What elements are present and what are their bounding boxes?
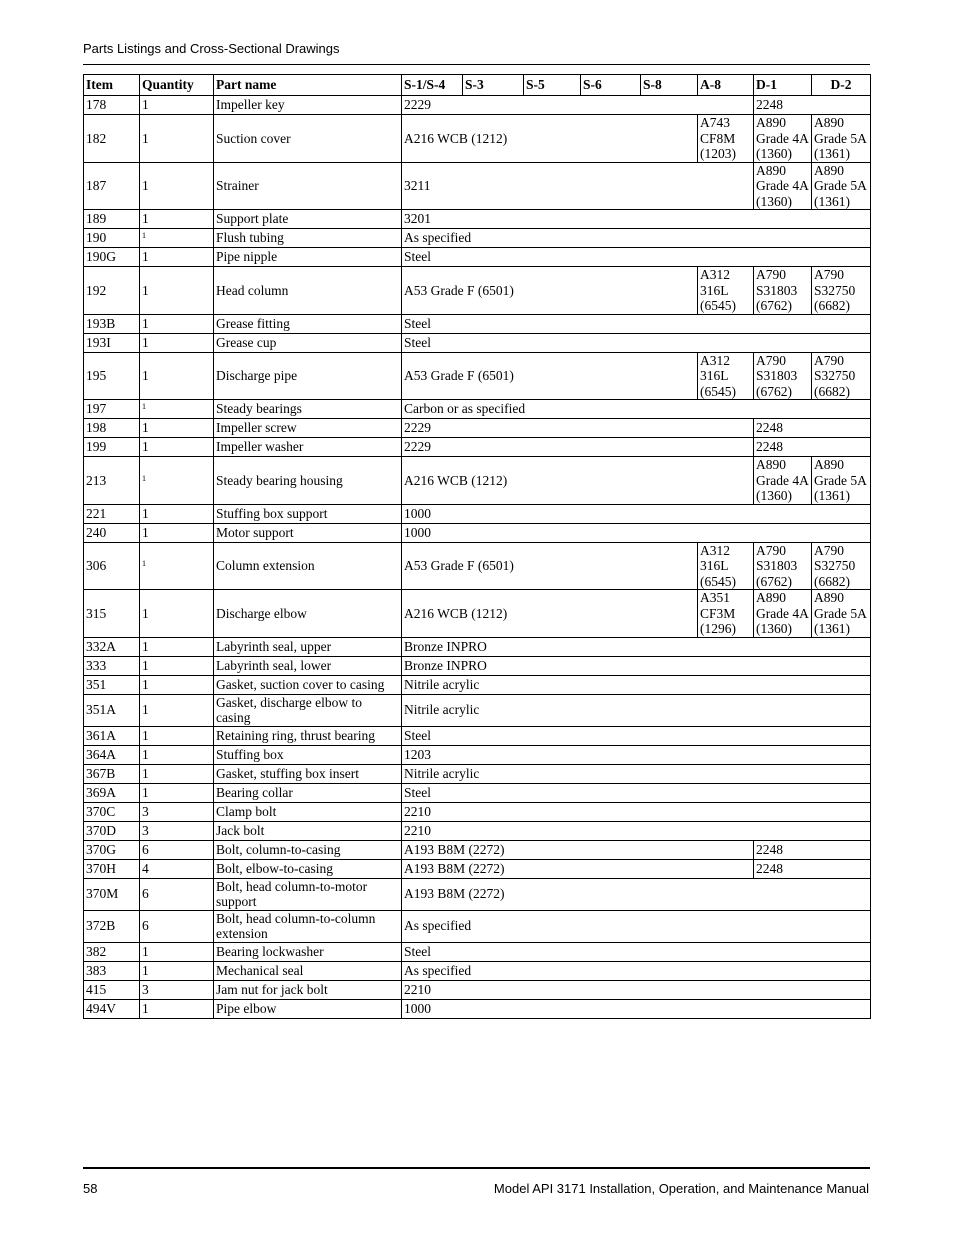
table-row [84,942,871,961]
material-cell: 3211 [402,162,754,210]
material-cell: A193 B8M (2272) [402,859,754,878]
material-d2-cell: A790 S32750 (6682) [812,542,871,590]
column-header: S-1/S-4 [402,75,463,96]
quantity-value: 1 [142,402,146,412]
material-cell: Steel [402,333,871,352]
material-cell: 1000 [402,523,871,542]
table-row [84,656,871,675]
item-number-cell: 333 [84,656,140,675]
item-number-cell: 370C [84,802,140,821]
item-number-cell: 197 [84,400,140,419]
material-cell: A216 WCB (1212) [402,115,698,163]
part-name-cell: Support plate [214,210,402,229]
material-cell: As specified [402,961,871,980]
table-row [84,910,871,942]
item-number-cell: 192 [84,267,140,315]
material-cell: Steel [402,942,871,961]
table-row [84,637,871,656]
part-name-cell: Discharge elbow [214,590,402,638]
material-cell: 2210 [402,821,871,840]
quantity-value: 1 [142,473,146,483]
material-cell: Bronze INPRO [402,637,871,656]
part-name-cell: Gasket, stuffing box insert [214,764,402,783]
quantity-cell: 1 [140,999,214,1018]
quantity-cell: 1 [140,352,214,400]
material-d2-cell: A790 S32750 (6682) [812,267,871,315]
material-d1-cell: 2248 [754,419,871,438]
table-row [84,419,871,438]
material-cell: Steel [402,726,871,745]
table-row [84,675,871,694]
part-name-cell: Strainer [214,162,402,210]
part-name-cell: Bearing collar [214,783,402,802]
material-d2-cell: A890 Grade 5A (1361) [812,457,871,505]
material-a8-cell: A743 CF8M (1203) [698,115,754,163]
item-number-cell: 494V [84,999,140,1018]
material-d1-cell: A790 S31803 (6762) [754,267,812,315]
table-row [84,961,871,980]
column-header: Part name [214,75,402,96]
item-number-cell: 370G [84,840,140,859]
quantity-cell: 1 [140,248,214,267]
header-rule [83,64,870,65]
quantity-cell: 1 [140,694,214,726]
item-number-cell: 213 [84,457,140,505]
material-d1-cell: A790 S31803 (6762) [754,352,812,400]
material-cell: Nitrile acrylic [402,675,871,694]
part-name-cell: Bolt, head column-to-motor support [214,878,402,910]
material-d1-cell: 2248 [754,840,871,859]
parts-table [83,74,871,1019]
material-cell: As specified [402,229,871,248]
item-number-cell: 190G [84,248,140,267]
quantity-cell: 1 [140,637,214,656]
quantity-cell: 1 [140,590,214,638]
material-d1-cell: A890 Grade 4A (1360) [754,115,812,163]
quantity-value: 1 [142,559,146,568]
part-name-cell: Stuffing box support [214,504,402,523]
column-header: D-1 [754,75,812,96]
material-d2-cell: A890 Grade 5A (1361) [812,115,871,163]
material-d1-cell: A790 S31803 (6762) [754,542,812,590]
quantity-cell: 1 [140,726,214,745]
material-d1-cell: 2248 [754,96,871,115]
quantity-cell: 6 [140,840,214,859]
quantity-cell: 6 [140,910,214,942]
material-d2-cell: A890 Grade 5A (1361) [812,590,871,638]
table-row [84,694,871,726]
material-cell: A53 Grade F (6501) [402,352,698,400]
part-name-cell: Bolt, column-to-casing [214,840,402,859]
table-row [84,438,871,457]
material-d1-cell: 2248 [754,438,871,457]
quantity-cell: 3 [140,980,214,999]
table-row [84,590,871,638]
item-number-cell: 370H [84,859,140,878]
quantity-cell: 1 [140,314,214,333]
material-cell: Nitrile acrylic [402,694,871,726]
table-row [84,229,871,248]
quantity-cell: 1 [140,333,214,352]
table-row [84,783,871,802]
part-name-cell: Head column [214,267,402,315]
quantity-cell: 1 [140,764,214,783]
part-name-cell: Impeller key [214,96,402,115]
part-name-cell: Jam nut for jack bolt [214,980,402,999]
part-name-cell: Discharge pipe [214,352,402,400]
material-a8-cell: A312 316L (6545) [698,352,754,400]
material-cell: 2229 [402,419,754,438]
quantity-cell: 1 [140,504,214,523]
material-cell: 2229 [402,96,754,115]
part-name-cell: Labyrinth seal, upper [214,637,402,656]
item-number-cell: 370M [84,878,140,910]
part-name-cell: Stuffing box [214,745,402,764]
part-name-cell: Retaining ring, thrust bearing [214,726,402,745]
table-row [84,726,871,745]
table-row [84,980,871,999]
item-number-cell: 351 [84,675,140,694]
column-header: D-2 [812,75,871,96]
quantity-cell: 3 [140,802,214,821]
material-d2-cell: A890 Grade 5A (1361) [812,162,871,210]
material-cell: A193 B8M (2272) [402,878,871,910]
column-header: S-8 [641,75,698,96]
quantity-cell: 1 [140,523,214,542]
item-number-cell: 367B [84,764,140,783]
table-row [84,542,871,590]
item-number-cell: 190 [84,229,140,248]
item-number-cell: 189 [84,210,140,229]
footer-rule [83,1167,870,1169]
quantity-cell: 1 [140,656,214,675]
quantity-cell: 1 [140,745,214,764]
material-d1-cell: 2248 [754,859,871,878]
table-header-row [84,75,871,96]
table-row [84,210,871,229]
part-name-cell: Clamp bolt [214,802,402,821]
quantity-cell: 1 [140,96,214,115]
table-row [84,878,871,910]
table-row [84,115,871,163]
item-number-cell: 332A [84,637,140,656]
part-name-cell: Gasket, suction cover to casing [214,675,402,694]
table-row [84,745,871,764]
column-header: S-6 [581,75,641,96]
table-row [84,999,871,1018]
material-cell: Steel [402,783,871,802]
part-name-cell: Mechanical seal [214,961,402,980]
material-cell: A53 Grade F (6501) [402,542,698,590]
material-d2-cell: A790 S32750 (6682) [812,352,871,400]
part-name-cell: Impeller washer [214,438,402,457]
material-cell: Steel [402,314,871,333]
table-row [84,352,871,400]
parts-table-body [84,96,871,1019]
table-row [84,314,871,333]
quantity-cell: 1 [140,961,214,980]
material-d1-cell: A890 Grade 4A (1360) [754,162,812,210]
item-number-cell: 383 [84,961,140,980]
part-name-cell: Gasket, discharge elbow to casing [214,694,402,726]
running-header: Parts Listings and Cross-Sectional Drawings [83,41,340,56]
part-name-cell: Pipe nipple [214,248,402,267]
item-number-cell: 306 [84,542,140,590]
material-cell: A216 WCB (1212) [402,457,754,505]
material-d1-cell: A890 Grade 4A (1360) [754,457,812,505]
quantity-cell: 1 [140,210,214,229]
quantity-cell [140,400,214,419]
part-name-cell: Column extension [214,542,402,590]
table-row [84,764,871,783]
material-cell: Bronze INPRO [402,656,871,675]
item-number-cell: 370D [84,821,140,840]
part-name-cell: Steady bearings [214,400,402,419]
part-name-cell: Labyrinth seal, lower [214,656,402,675]
table-row [84,859,871,878]
table-row [84,457,871,505]
material-cell: 2210 [402,802,871,821]
quantity-cell: 1 [140,419,214,438]
material-a8-cell: A351 CF3M (1296) [698,590,754,638]
item-number-cell: 193I [84,333,140,352]
quantity-cell [140,457,214,505]
manual-title: Model API 3171 Installation, Operation, and Maintenance Manual [493,1181,869,1196]
column-header: Quantity [140,75,214,96]
quantity-cell: 1 [140,115,214,163]
material-cell: Nitrile acrylic [402,764,871,783]
material-a8-cell: A312 316L (6545) [698,542,754,590]
item-number-cell: 195 [84,352,140,400]
page-number: 58 [83,1181,98,1196]
quantity-value: 1 [142,231,146,241]
table-row [84,504,871,523]
part-name-cell: Motor support [214,523,402,542]
table-row [84,821,871,840]
item-number-cell: 199 [84,438,140,457]
material-cell: 1203 [402,745,871,764]
material-cell: A193 B8M (2272) [402,840,754,859]
item-number-cell: 221 [84,504,140,523]
item-number-cell: 178 [84,96,140,115]
table-row [84,267,871,315]
table-row [84,400,871,419]
material-cell: 2210 [402,980,871,999]
part-name-cell: Bolt, head column-to-column extension [214,910,402,942]
material-cell: As specified [402,910,871,942]
table-row [84,96,871,115]
material-cell: Carbon or as specified [402,400,871,419]
item-number-cell: 187 [84,162,140,210]
item-number-cell: 361A [84,726,140,745]
part-name-cell: Suction cover [214,115,402,163]
item-number-cell: 182 [84,115,140,163]
table-row [84,523,871,542]
item-number-cell: 364A [84,745,140,764]
quantity-cell [140,229,214,248]
material-cell: 3201 [402,210,871,229]
quantity-cell [140,542,214,590]
item-number-cell: 372B [84,910,140,942]
item-number-cell: 351A [84,694,140,726]
item-number-cell: 369A [84,783,140,802]
column-header: S-3 [463,75,524,96]
table-row [84,802,871,821]
table-row [84,840,871,859]
part-name-cell: Flush tubing [214,229,402,248]
table-row [84,162,871,210]
part-name-cell: Pipe elbow [214,999,402,1018]
quantity-cell: 1 [140,162,214,210]
quantity-cell: 1 [140,438,214,457]
material-cell: 2229 [402,438,754,457]
quantity-cell: 4 [140,859,214,878]
item-number-cell: 315 [84,590,140,638]
material-a8-cell: A312 316L (6545) [698,267,754,315]
table-row [84,248,871,267]
item-number-cell: 382 [84,942,140,961]
material-cell: 1000 [402,999,871,1018]
item-number-cell: 240 [84,523,140,542]
part-name-cell: Grease cup [214,333,402,352]
part-name-cell: Grease fitting [214,314,402,333]
column-header: Item [84,75,140,96]
quantity-cell: 6 [140,878,214,910]
quantity-cell: 3 [140,821,214,840]
item-number-cell: 193B [84,314,140,333]
item-number-cell: 415 [84,980,140,999]
quantity-cell: 1 [140,942,214,961]
material-cell: Steel [402,248,871,267]
part-name-cell: Bearing lockwasher [214,942,402,961]
material-cell: A53 Grade F (6501) [402,267,698,315]
quantity-cell: 1 [140,267,214,315]
material-cell: 1000 [402,504,871,523]
material-cell: A216 WCB (1212) [402,590,698,638]
table-row [84,333,871,352]
part-name-cell: Steady bearing housing [214,457,402,505]
column-header: S-5 [524,75,581,96]
quantity-cell: 1 [140,675,214,694]
part-name-cell: Bolt, elbow-to-casing [214,859,402,878]
part-name-cell: Jack bolt [214,821,402,840]
part-name-cell: Impeller screw [214,419,402,438]
material-d1-cell: A890 Grade 4A (1360) [754,590,812,638]
item-number-cell: 198 [84,419,140,438]
column-header: A-8 [698,75,754,96]
quantity-cell: 1 [140,783,214,802]
